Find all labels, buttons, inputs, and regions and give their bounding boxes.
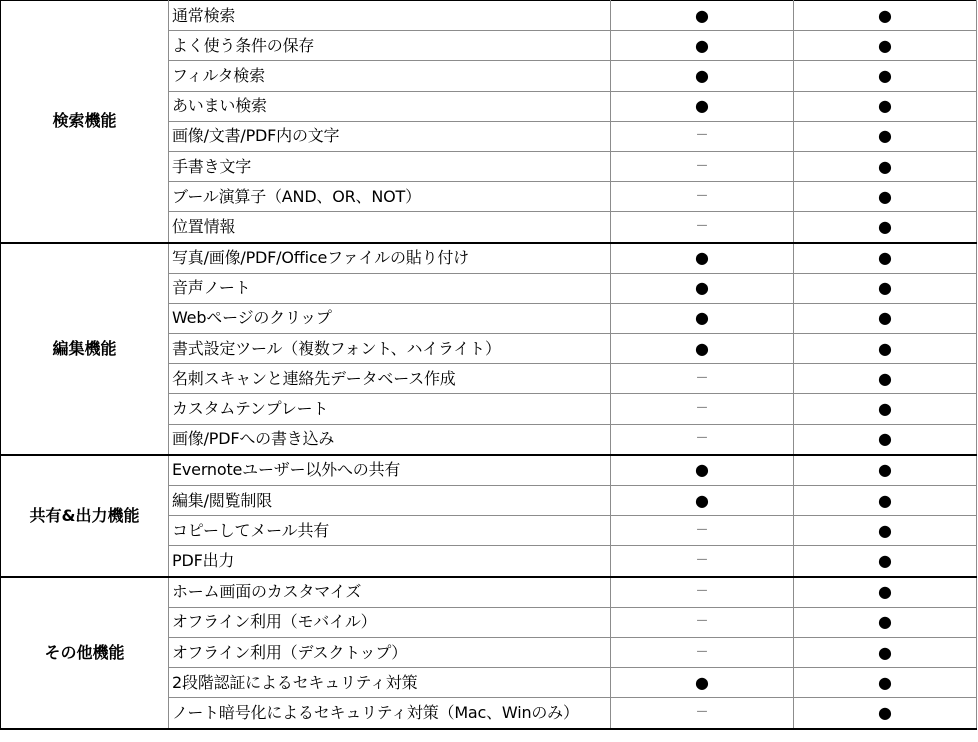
feature-name: オフライン利用（デスクトップ） <box>169 637 611 667</box>
unsupported-mark: － <box>611 121 794 151</box>
supported-mark: ● <box>794 121 977 151</box>
feature-name: オフライン利用（モバイル） <box>169 607 611 637</box>
supported-mark: ● <box>611 455 794 486</box>
supported-mark: ● <box>794 303 977 333</box>
category-label: 共有&出力機能 <box>1 455 169 577</box>
unsupported-mark: － <box>611 212 794 243</box>
supported-mark: ● <box>794 273 977 303</box>
unsupported-mark: － <box>611 394 794 424</box>
supported-mark: ● <box>794 364 977 394</box>
feature-name: 2段階認証によるセキュリティ対策 <box>169 668 611 698</box>
feature-name: コピーしてメール共有 <box>169 516 611 546</box>
unsupported-mark: － <box>611 637 794 667</box>
unsupported-mark: － <box>611 577 794 608</box>
supported-mark: ● <box>794 243 977 274</box>
feature-name: 音声ノート <box>169 273 611 303</box>
supported-mark: ● <box>794 334 977 364</box>
feature-name: 通常検索 <box>169 1 611 31</box>
unsupported-mark: － <box>611 516 794 546</box>
supported-mark: ● <box>794 61 977 91</box>
supported-mark: ● <box>794 486 977 516</box>
feature-name: ノート暗号化によるセキュリティ対策（Mac、Winのみ） <box>169 698 611 729</box>
supported-mark: ● <box>794 455 977 486</box>
table-body <box>1 1 977 729</box>
unsupported-mark: － <box>611 151 794 181</box>
supported-mark: ● <box>794 394 977 424</box>
supported-mark: ● <box>794 182 977 212</box>
supported-mark: ● <box>794 91 977 121</box>
supported-mark: ● <box>794 151 977 181</box>
supported-mark: ● <box>611 61 794 91</box>
feature-name: よく使う条件の保存 <box>169 31 611 61</box>
category-label: 編集機能 <box>1 243 169 455</box>
feature-name: カスタムテンプレート <box>169 394 611 424</box>
unsupported-mark: － <box>611 364 794 394</box>
supported-mark: ● <box>611 486 794 516</box>
supported-mark: ● <box>794 31 977 61</box>
supported-mark: ● <box>794 546 977 577</box>
feature-name: 写真/画像/PDF/Officeファイルの貼り付け <box>169 243 611 274</box>
supported-mark: ● <box>794 637 977 667</box>
supported-mark: ● <box>611 668 794 698</box>
feature-name: Webページのクリップ <box>169 303 611 333</box>
feature-name: 編集/閲覧制限 <box>169 486 611 516</box>
category-label: 検索機能 <box>1 1 169 243</box>
supported-mark: ● <box>794 607 977 637</box>
supported-mark: ● <box>611 273 794 303</box>
supported-mark: ● <box>611 303 794 333</box>
table-row <box>1 455 977 486</box>
supported-mark: ● <box>794 1 977 31</box>
supported-mark: ● <box>611 91 794 121</box>
supported-mark: ● <box>611 1 794 31</box>
supported-mark: ● <box>611 243 794 274</box>
feature-name: あいまい検索 <box>169 91 611 121</box>
unsupported-mark: － <box>611 546 794 577</box>
supported-mark: ● <box>794 698 977 729</box>
supported-mark: ● <box>794 516 977 546</box>
table-row <box>1 1 977 31</box>
feature-name: 画像/文書/PDF内の文字 <box>169 121 611 151</box>
feature-name: 書式設定ツール（複数フォント、ハイライト） <box>169 334 611 364</box>
unsupported-mark: － <box>611 698 794 729</box>
supported-mark: ● <box>794 212 977 243</box>
unsupported-mark: － <box>611 607 794 637</box>
feature-name: フィルタ検索 <box>169 61 611 91</box>
feature-name: ホーム画面のカスタマイズ <box>169 577 611 608</box>
supported-mark: ● <box>794 577 977 608</box>
unsupported-mark: － <box>611 424 794 455</box>
unsupported-mark: － <box>611 182 794 212</box>
table-row <box>1 577 977 608</box>
supported-mark: ● <box>794 668 977 698</box>
feature-name: ブール演算子（AND、OR、NOT） <box>169 182 611 212</box>
supported-mark: ● <box>611 334 794 364</box>
feature-name: 名刺スキャンと連絡先データベース作成 <box>169 364 611 394</box>
category-label: その他機能 <box>1 577 169 729</box>
table-row <box>1 243 977 274</box>
feature-name: PDF出力 <box>169 546 611 577</box>
supported-mark: ● <box>794 424 977 455</box>
feature-name: 手書き文字 <box>169 151 611 181</box>
feature-name: 画像/PDFへの書き込み <box>169 424 611 455</box>
feature-name: Evernoteユーザー以外への共有 <box>169 455 611 486</box>
feature-name: 位置情報 <box>169 212 611 243</box>
supported-mark: ● <box>611 31 794 61</box>
